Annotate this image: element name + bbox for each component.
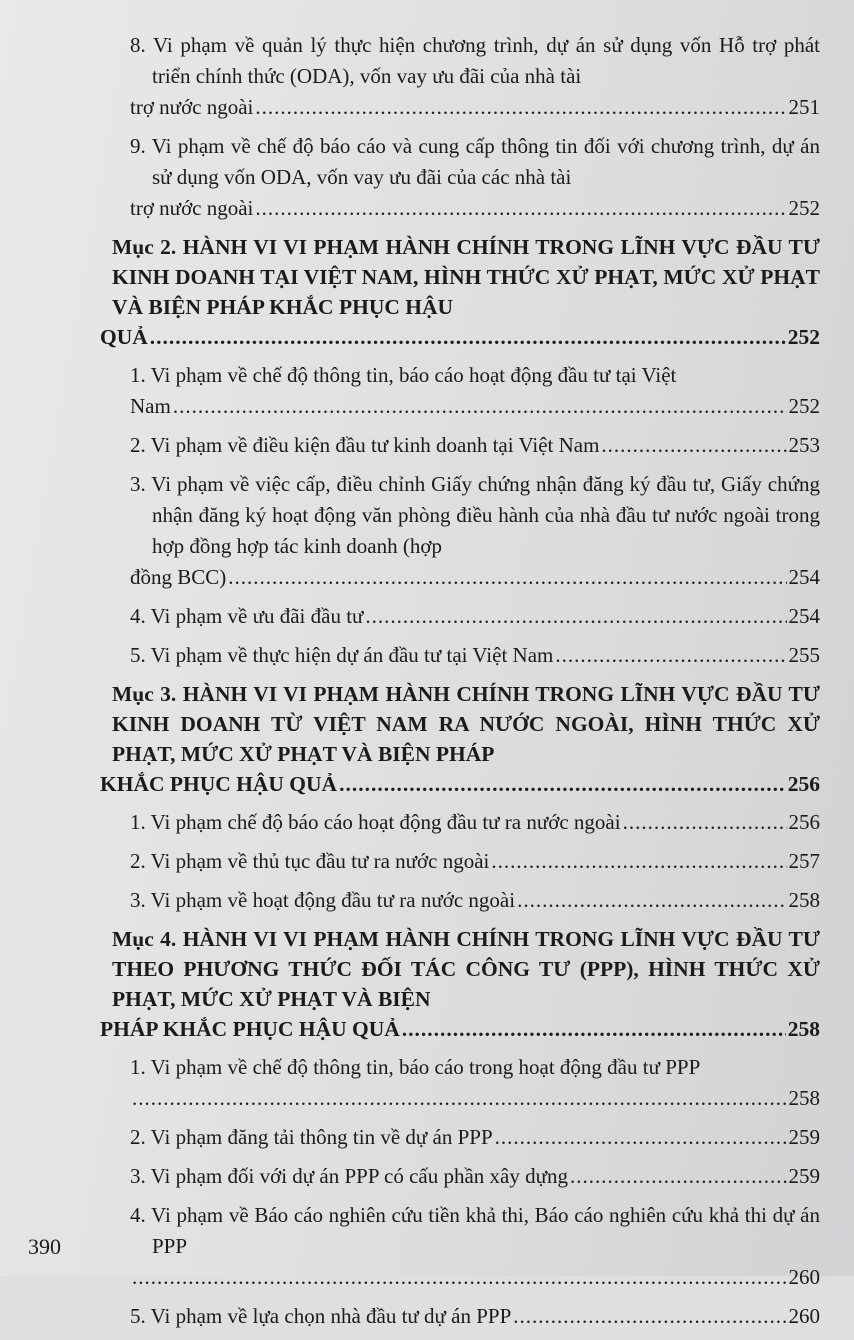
toc-leader-line xyxy=(130,1122,820,1153)
toc-section-heading xyxy=(100,232,820,352)
dot-leader xyxy=(173,391,787,422)
dot-leader xyxy=(402,1014,786,1044)
toc-entry-last-line: 4. Vi phạm về ưu đãi đầu tư xyxy=(130,604,364,628)
toc-entry-last-line: KHẮC PHỤC HẬU QUẢ xyxy=(100,772,338,796)
toc-leader-line xyxy=(130,1083,820,1114)
toc-page-ref: 254 xyxy=(788,565,820,589)
dot-leader xyxy=(150,322,786,352)
toc-item xyxy=(130,30,820,123)
dot-leader xyxy=(570,1161,787,1192)
toc-entry-text: 1. Vi phạm về chế độ thông tin, báo cáo hoạt động đầu tư tại Việt xyxy=(130,363,677,387)
toc-item xyxy=(130,1301,820,1332)
toc-leader-line xyxy=(130,1161,820,1192)
toc-leader-line xyxy=(130,430,820,461)
toc-leader-line xyxy=(130,562,820,593)
toc-page-ref: 256 xyxy=(788,810,820,834)
dot-leader xyxy=(517,885,786,916)
toc-item xyxy=(130,469,820,593)
toc-leader-line xyxy=(130,807,820,838)
toc-leader-line xyxy=(100,1014,820,1044)
toc-page-ref: 256 xyxy=(787,772,820,796)
toc-entry-text: 4. Vi phạm về Báo cáo nghiên cứu tiền khả thi, Báo cáo nghiên cứu khả thi dự án PPP xyxy=(130,1203,820,1258)
toc-page-ref: 255 xyxy=(788,643,820,667)
toc-entry-text: Mục 2. HÀNH VI VI PHẠM HÀNH CHÍNH TRONG LĨNH VỰC ĐẦU TƯ KINH DOANH TẠI VIỆT NAM, HÌNH THỨC XỬ PHẠT, MỨC XỬ PHẠT VÀ BIỆN PHÁP KHẮC PHỤC HẬU xyxy=(112,235,820,319)
toc-page-ref: 259 xyxy=(788,1125,820,1149)
toc-entry-last-line: 3. Vi phạm về hoạt động đầu tư ra nước ngoài xyxy=(130,888,516,912)
toc-entry-last-line: QUẢ xyxy=(100,325,148,349)
dot-leader xyxy=(555,640,786,671)
dot-leader xyxy=(513,1301,786,1332)
toc-page-ref: 253 xyxy=(788,433,820,457)
toc-leader-line xyxy=(100,769,820,799)
toc-item xyxy=(130,1200,820,1293)
toc-entry-last-line: PHÁP KHẮC PHỤC HẬU QUẢ xyxy=(100,1017,400,1041)
dot-leader xyxy=(255,193,786,224)
toc-entry-last-line: 2. Vi phạm đăng tải thông tin về dự án PPP xyxy=(130,1125,493,1149)
toc-item xyxy=(130,131,820,224)
toc-entry-last-line: trợ nước ngoài xyxy=(130,196,254,220)
toc-page-ref: 252 xyxy=(788,394,820,418)
toc-item xyxy=(130,430,820,461)
toc-leader-line xyxy=(100,322,820,352)
toc-item xyxy=(130,1161,820,1192)
toc-leader-line xyxy=(130,1262,820,1293)
toc-page-ref: 258 xyxy=(788,888,820,912)
toc-page-ref: 252 xyxy=(787,325,820,349)
dot-leader xyxy=(601,430,786,461)
toc-leader-line xyxy=(130,885,820,916)
dot-leader xyxy=(365,601,786,632)
toc-leader-line xyxy=(130,92,820,123)
toc-entry-text: 1. Vi phạm về chế độ thông tin, báo cáo trong hoạt động đầu tư PPP xyxy=(130,1055,701,1079)
toc-page-ref: 251 xyxy=(788,95,820,119)
toc-page-ref: 258 xyxy=(787,1017,820,1041)
dot-leader xyxy=(255,92,786,123)
toc-entry-text: Mục 3. HÀNH VI VI PHẠM HÀNH CHÍNH TRONG LĨNH VỰC ĐẦU TƯ KINH DOANH TỪ VIỆT NAM RA NƯỚC NGOÀI, HÌNH THỨC XỬ PHẠT, MỨC XỬ PHẠT VÀ BIỆN PHÁP xyxy=(112,682,820,766)
toc-entry-text: Mục 4. HÀNH VI VI PHẠM HÀNH CHÍNH TRONG LĨNH VỰC ĐẦU TƯ THEO PHƯƠNG THỨC ĐỐI TÁC CÔNG TƯ (PPP), HÌNH THỨC XỬ PHẠT, MỨC XỬ PHẠT VÀ BIỆN xyxy=(112,927,820,1011)
dot-leader xyxy=(132,1262,787,1293)
toc-entry-last-line: Nam xyxy=(130,394,171,418)
toc-item xyxy=(130,807,820,838)
toc-page-ref: 257 xyxy=(788,849,820,873)
dot-leader xyxy=(623,807,787,838)
toc-entry-last-line: 5. Vi phạm về thực hiện dự án đầu tư tại Việt Nam xyxy=(130,643,554,667)
toc-entry-text: 3. Vi phạm về việc cấp, điều chỉnh Giấy chứng nhận đăng ký đầu tư, Giấy chứng nhận đăng ký hoạt động văn phòng điều hành của nhà đầu tư nước ngoài trong hợp đồng hợp tác kinh doanh (hợp xyxy=(130,472,820,558)
dot-leader xyxy=(228,562,786,593)
table-of-contents xyxy=(100,30,820,1340)
toc-entry-last-line: trợ nước ngoài xyxy=(130,95,254,119)
toc-section-heading xyxy=(100,924,820,1044)
toc-section-heading xyxy=(100,679,820,799)
toc-item xyxy=(130,601,820,632)
toc-page-ref: 259 xyxy=(788,1164,820,1188)
toc-entry-text: 9. Vi phạm về chế độ báo cáo và cung cấp thông tin đối với chương trình, dự án sử dụng vốn ODA, vốn vay ưu đãi của các nhà tài xyxy=(130,134,820,189)
toc-leader-line xyxy=(130,846,820,877)
toc-entry-last-line: 3. Vi phạm đối với dự án PPP có cấu phần xây dựng xyxy=(130,1164,568,1188)
toc-page-ref: 260 xyxy=(788,1265,820,1289)
toc-leader-line xyxy=(130,640,820,671)
toc-item xyxy=(130,885,820,916)
toc-item xyxy=(130,1052,820,1114)
toc-leader-line xyxy=(130,193,820,224)
toc-leader-line xyxy=(130,1301,820,1332)
toc-leader-line xyxy=(130,391,820,422)
toc-entry-last-line: đồng BCC) xyxy=(130,565,227,589)
toc-item xyxy=(130,640,820,671)
dot-leader xyxy=(495,1122,787,1153)
toc-page-ref: 254 xyxy=(788,604,820,628)
dot-leader xyxy=(132,1083,787,1114)
toc-item xyxy=(130,1122,820,1153)
toc-page-ref: 252 xyxy=(788,196,820,220)
toc-entry-last-line: 2. Vi phạm về điều kiện đầu tư kinh doanh tại Việt Nam xyxy=(130,433,600,457)
toc-leader-line xyxy=(130,601,820,632)
toc-entry-last-line: 1. Vi phạm chế độ báo cáo hoạt động đầu tư ra nước ngoài xyxy=(130,810,621,834)
toc-entry-last-line: 5. Vi phạm về lựa chọn nhà đầu tư dự án PPP xyxy=(130,1304,512,1328)
dot-leader xyxy=(339,769,786,799)
toc-entry-text: 8. Vi phạm về quản lý thực hiện chương trình, dự án sử dụng vốn Hỗ trợ phát triển chính thức (ODA), vốn vay ưu đãi của nhà tài xyxy=(130,33,820,88)
toc-entry-last-line: 2. Vi phạm về thủ tục đầu tư ra nước ngoài xyxy=(130,849,490,873)
dot-leader xyxy=(491,846,786,877)
toc-page-ref: 258 xyxy=(788,1086,820,1110)
page-number: 390 xyxy=(28,1234,61,1259)
toc-page-ref: 260 xyxy=(788,1304,820,1328)
toc-item xyxy=(130,360,820,422)
toc-item xyxy=(130,846,820,877)
